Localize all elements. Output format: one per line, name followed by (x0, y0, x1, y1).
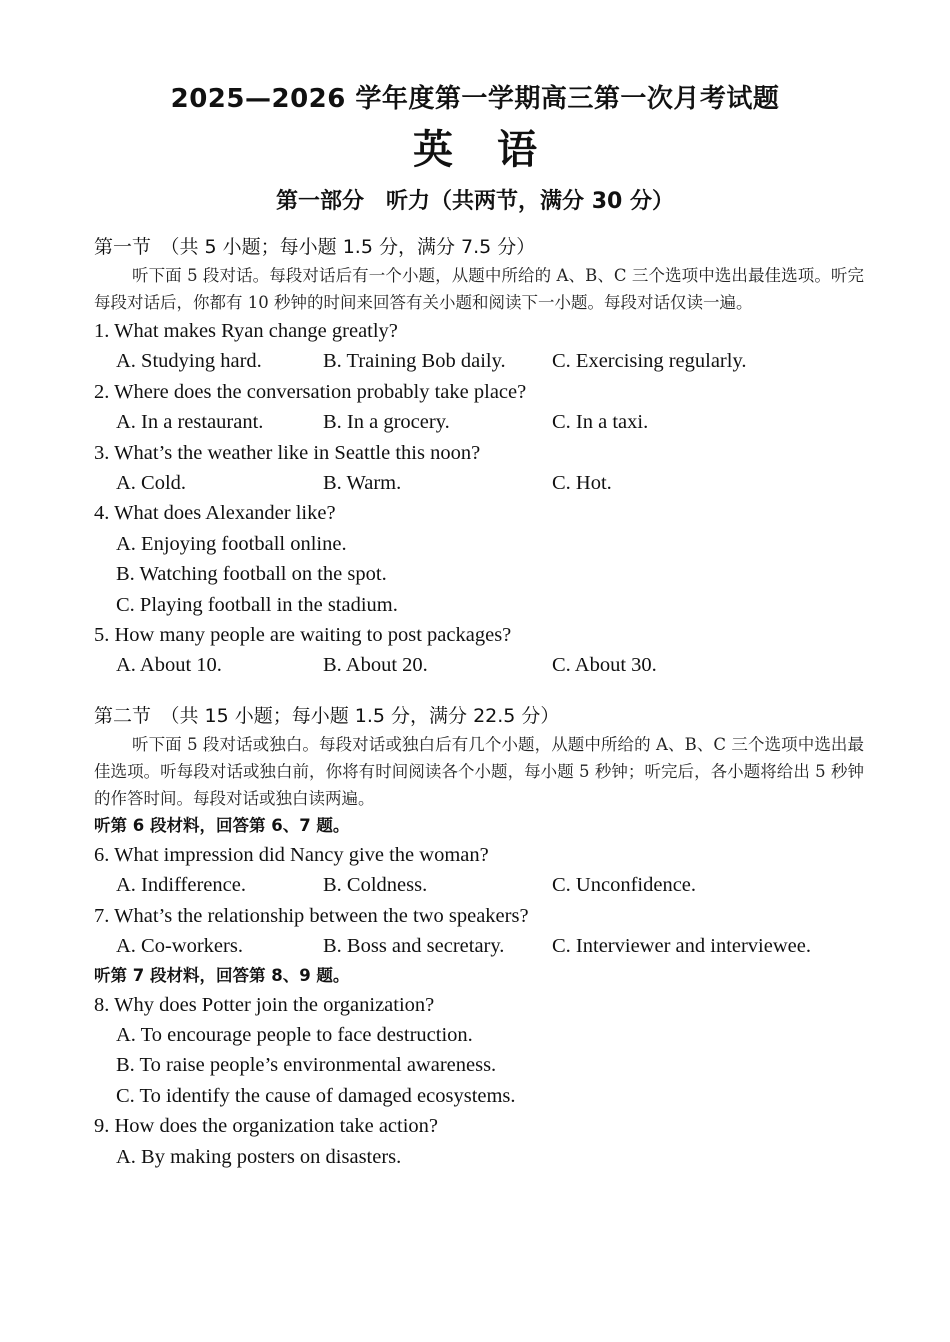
option-a: A. Studying hard. (116, 350, 262, 373)
material-7-heading: 听第 7 段材料，回答第 8、9 题。 (94, 965, 350, 985)
option-a: A. To encourage people to face destruction. (116, 1023, 473, 1046)
question-1-options (94, 346, 864, 376)
option-c: C. Unconfidence. (552, 874, 697, 897)
option-c: C. Interviewer and interviewee. (552, 935, 811, 958)
question-7: 7. What’s the relationship between the two speakers? (94, 904, 529, 927)
question-2: 2. Where does the conversation probably take place? (94, 380, 527, 403)
subject-title: 英 语 (413, 126, 537, 173)
option-c: C. Playing football in the stadium. (116, 593, 398, 616)
option-b: B. About 20. (323, 654, 428, 677)
option-a: A. Cold. (116, 472, 187, 495)
option-a: A. Co-workers. (116, 935, 243, 958)
question-5-options (94, 650, 864, 680)
option-b: B. Watching football on the spot. (116, 563, 387, 586)
section2-instructions: 听下面 5 段对话或独白。每段对话或独白后有几个小题，从题中所给的 A、B、C 三个选项中选出最佳选项。听每段对话或独白前，你将有时间阅读各个小题，每小题 5 秒钟；听完后，各小题将给出 5 秒钟的作答时间。每段对话或独白读两遍。 (94, 734, 864, 808)
option-b: B. Boss and secretary. (323, 935, 505, 958)
section2-heading: 第二节 （共 15 小题；每小题 1.5 分，满分 22.5 分） (94, 704, 560, 727)
option-a: A. In a restaurant. (116, 411, 264, 434)
question-6-options (94, 870, 864, 900)
material-6-heading: 听第 6 段材料，回答第 6、7 题。 (94, 815, 350, 835)
option-b: B. Training Bob daily. (323, 350, 506, 373)
option-a: A. About 10. (116, 654, 222, 677)
option-b: B. In a grocery. (323, 411, 450, 434)
question-1: 1. What makes Ryan change greatly? (94, 320, 398, 342)
section1-heading: 第一节 （共 5 小题；每小题 1.5 分，满分 7.5 分） (94, 236, 536, 258)
question-9: 9. How does the organization take action? (94, 1115, 439, 1138)
option-c: C. Exercising regularly. (552, 350, 747, 373)
option-b: B. Coldness. (323, 874, 428, 897)
option-a: A. Indifference. (116, 874, 246, 897)
option-c: C. In a taxi. (552, 411, 649, 434)
exam-title: 2025—2026 学年度第一学期高三第一次月考试题 (170, 84, 780, 114)
section-spacer (94, 681, 864, 701)
question-7-options (94, 931, 864, 961)
question-5: 5. How many people are waiting to post packages? (94, 624, 512, 647)
question-8: 8. Why does Potter join the organization? (94, 993, 435, 1016)
section1-instructions: 听下面 5 段对话。每段对话后有一个小题，从题中所给的 A、B、C 三个选项中选出最佳选项。听完每段对话后，你都有 10 秒钟的时间来回答有关小题和阅读下一小题。每段对话仅读一遍。 (94, 266, 864, 312)
option-b: B. Warm. (323, 472, 402, 495)
question-4: 4. What does Alexander like? (94, 502, 336, 525)
question-6: 6. What impression did Nancy give the woman? (94, 843, 489, 866)
option-a: A. Enjoying football online. (116, 532, 347, 555)
option-a: A. By making posters on disasters. (116, 1145, 402, 1168)
exam-content (94, 232, 864, 1172)
option-c: C. To identify the cause of damaged ecosystems. (116, 1084, 516, 1107)
question-3-options (94, 468, 864, 498)
question-2-options (94, 407, 864, 437)
part-title: 第一部分 听力（共两节，满分 30 分） (276, 189, 674, 214)
option-c: C. About 30. (552, 654, 657, 677)
option-c: C. Hot. (552, 472, 612, 495)
question-3: 3. What’s the weather like in Seattle this noon? (94, 441, 481, 464)
option-b: B. To raise people’s environmental awareness. (116, 1054, 497, 1077)
